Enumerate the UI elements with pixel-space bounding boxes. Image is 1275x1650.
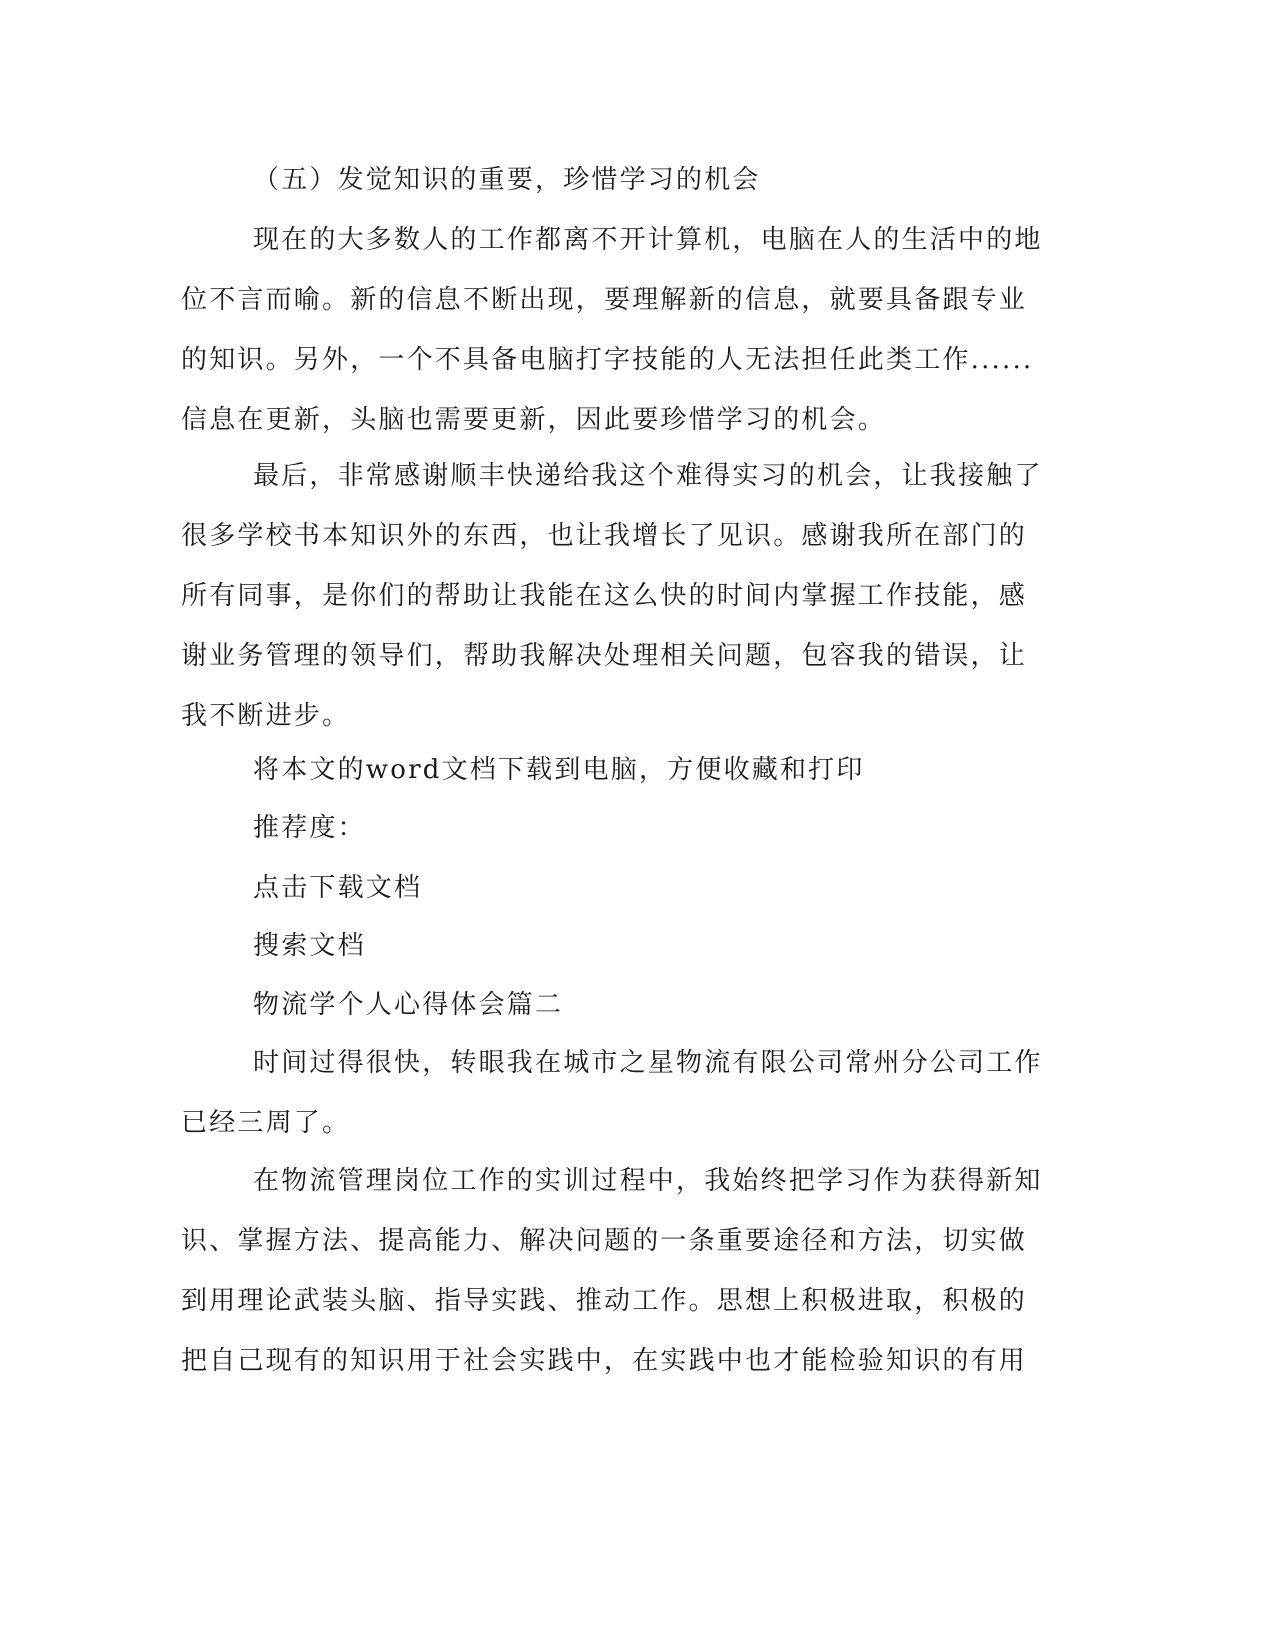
paragraph-three-weeks [181, 1033, 1043, 1153]
recommend-label: 推荐度： [253, 813, 366, 843]
text-line: 的知识。另外，一个不具备电脑打字技能的人无法担任此类工作...... [181, 345, 1034, 375]
text-line: 信息在更新，头脑也需要更新，因此要珍惜学习的机会。 [181, 405, 887, 435]
text-line: 所有同事，是你们的帮助让我能在这么快的时间内掌握工作技能，感 [181, 581, 1028, 611]
text-line: 将本文的word文档下载到电脑，方便收藏和打印 [253, 755, 865, 785]
section-heading-five [181, 150, 1031, 210]
recommend-rating [181, 798, 1031, 858]
text-line: 在物流管理岗位工作的实训过程中，我始终把学习作为获得新知 [253, 1166, 1043, 1196]
text-line: （五）发觉知识的重要，珍惜学习的机会 [253, 165, 761, 195]
text-line: 时间过得很快，转眼我在城市之星物流有限公司常州分公司工作 [253, 1048, 1043, 1078]
text-line: 现在的大多数人的工作都离不开计算机，电脑在人的生活中的地 [253, 225, 1043, 255]
text-line: 物流学个人心得体会篇二 [253, 990, 564, 1020]
download-document-link[interactable] [181, 858, 1031, 918]
text-line: 识、掌握方法、提高能力、解决问题的一条重要途径和方法，切实做 [181, 1226, 1028, 1256]
download-link-text[interactable]: 点击下载文档 [253, 873, 423, 903]
search-link-text[interactable]: 搜索文档 [253, 931, 366, 961]
paragraph-thanks [181, 446, 1043, 746]
text-line: 到用理论武装头脑、指导实践、推动工作。思想上积极进取，积极的 [181, 1286, 1028, 1316]
section-title [181, 975, 1031, 1035]
text-line: 把自己现有的知识用于社会实践中，在实践中也才能检验知识的有用 [181, 1346, 1028, 1376]
text-line: 位不言而喻。新的信息不断出现，要理解新的信息，就要具备跟专业 [181, 285, 1028, 315]
text-line: 最后，非常感谢顺丰快递给我这个难得实习的机会，让我接触了 [253, 461, 1043, 491]
download-note [181, 740, 1031, 800]
paragraph-training-process [181, 1151, 1043, 1391]
text-line: 谢业务管理的领导们，帮助我解决处理相关问题，包容我的错误，让 [181, 641, 1028, 671]
paragraph-computer-knowledge [181, 210, 1043, 450]
text-line: 很多学校书本知识外的东西，也让我增长了见识。感谢我所在部门的 [181, 521, 1028, 551]
text-line: 已经三周了。 [181, 1108, 351, 1138]
search-document-link[interactable] [181, 916, 1031, 976]
text-line: 我不断进步。 [181, 701, 351, 731]
